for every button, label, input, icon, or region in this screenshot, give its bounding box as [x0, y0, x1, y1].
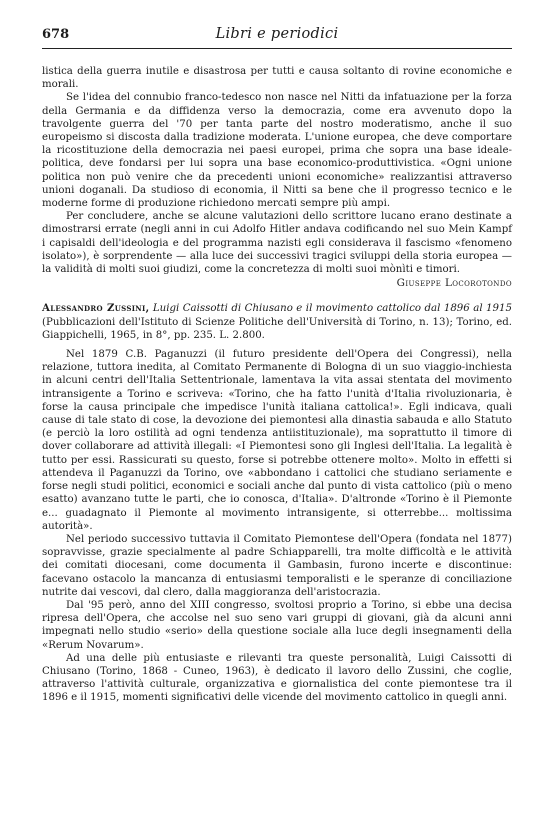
review-paragraph-ripresa: Dal '95 però, anno del XIII congresso, svoltosi proprio a Torino, si ebbe una decisa ripresa dell'Opera, che accolse nel suo seno vari gruppi di giovani, già da alcuni anni impegnati nello studio «serio» della questione sociale alla luce degli insegnamenti della «Rerum Novarum».	[42, 599, 512, 651]
review-paragraph-caissotti: Ad una delle più entusiaste e rilevanti tra queste personalità, Luigi Caissotti di Chiusano (Torino, 1868 - Cuneo, 1963), è dedicato il lavoro dello Zussini, che coglie, attraverso l'attività culturale, organizzativa e giornalistica del conte piemontese tra il 1896 e il 1915, momenti significativi delle vicende del movimento cattolico in quegli anni.	[42, 652, 512, 704]
review-paragraph-paganuzzi: Nel 1879 C.B. Paganuzzi (il futuro presidente dell'Opera dei Congressi), nella relazione, tuttora inedita, al Comitato Permanente di Bologna di un suo viaggio-inchiesta in alcuni centri dell'Italia Settentrionale, lamentava la vita assai stentata del movimento intransigente a Torino e scriveva: «Torino, che ha fatto l'unità d'Italia rivoluzionaria, è forse la causa principale che impedisce l'unità italiana cattolica!». Egli indicava, quali cause di tale stato di cose, la devozione dei piemontesi alla dinastia sabauda e allo Statuto (e perciò la loro ostilità ad ogni tendenza antiistituzionale), ma soprattutto il timore di dover collaborare ad attività illegali: «I Piemontesi sono gli Inglesi dell'Italia. La legalità è tutto per essi. Rassicurati su questo, forse si potrebbe ottenere molto». Molto in effetti si attendeva il Paganuzzi da Torino, ove «abbondano i cattolici che studiano seriamente e forse negli studi politici, economici e sociali anche dal punto di vista cattolico (più o meno esatto) avanzano tutte le parti, che io conosca, d'Italia». D'altronde «Torino è il Piemonte e... guadagnato il Piemonte al movimento intransigente, si otterrebbe... moltissima autorità».	[42, 349, 512, 532]
paragraph-europeism: Se l'idea del connubio franco-tedesco non nasce nel Nitti da infatuazione per la forza della Germania e da diffidenza verso la democrazia, come era avvenuto dopo la travolgente guerra del '70 per tanta parte del nostro moderatismo, anche il suo europeismo si discosta dalla tradizione moderata. L'unione europea, che deve comportare la ricostituzione della democrazia nei paesi europei, prima che sopra una base ideale-politica, deve fondarsi per lui sopra una base economico-produttivistica. «Ogni unione politica non può venire che da precedenti unioni economiche» realizzantisi attraverso unioni doganali. Da studioso di economia, il Nitti sa bene che il progresso tecnico e le moderne forme di produzione richiedono mercati sempre più ampi.	[42, 92, 512, 210]
review-paragraph-comitato: Nel periodo successivo tuttavia il Comitato Piemontese dell'Opera (fondata nel 1877) sopravvisse, grazie specialmente al padre Schiapparelli, tra molte difficoltà e le attività dei comitati diocesani, come documenta il Gambasin, furono incerte e discontinue: facevano ostacolo la mancanza di entusiasmi temporalisti e le speranze di conciliazione nutrite dai vescovi, dal clero, dalla maggioranza dell'aristocrazia.	[42, 533, 512, 598]
review-author: Alessandro Zussini,	[42, 302, 150, 315]
running-title: Libri e periodici	[215, 26, 339, 42]
review-book-title: Luigi Caissotti di Chiusano e il movimento cattolico dal 1896 al 1915	[152, 303, 512, 315]
page-header	[42, 26, 512, 49]
review-publication-details: (Pubblicazioni dell'Istituto di Scienze Politiche dell'Università di Torino, n. 13); Torino, ed. Giappichelli, 1965, in 8°, pp. 235. L. 2.800.	[42, 316, 512, 341]
page-number: 678	[42, 27, 70, 42]
paragraph-conclusion: Per concludere, anche se alcune valutazioni dello scrittore lucano erano destinate a dimostrarsi errate (negli anni in cui Adolfo Hitler andava codificando nel suo Mein Kampf i capisaldi dell'ideologia e del programma nazisti egli considerava il fascismo «fenomeno isolato»), è sorprendente — alla luce dei successivi tragici sviluppi della storia europea — la validità di molti suoi giudizi, come la concretezza di molti suoi mònìti e timori.	[42, 211, 512, 276]
review-heading	[42, 302, 512, 342]
reviewer-signature: Giuseppe Locorotondo	[396, 277, 512, 290]
paragraph-continuation: listica della guerra inutile e disastrosa per tutti e causa soltanto di rovine economiche e morali.	[42, 66, 512, 91]
page-body	[42, 65, 512, 705]
